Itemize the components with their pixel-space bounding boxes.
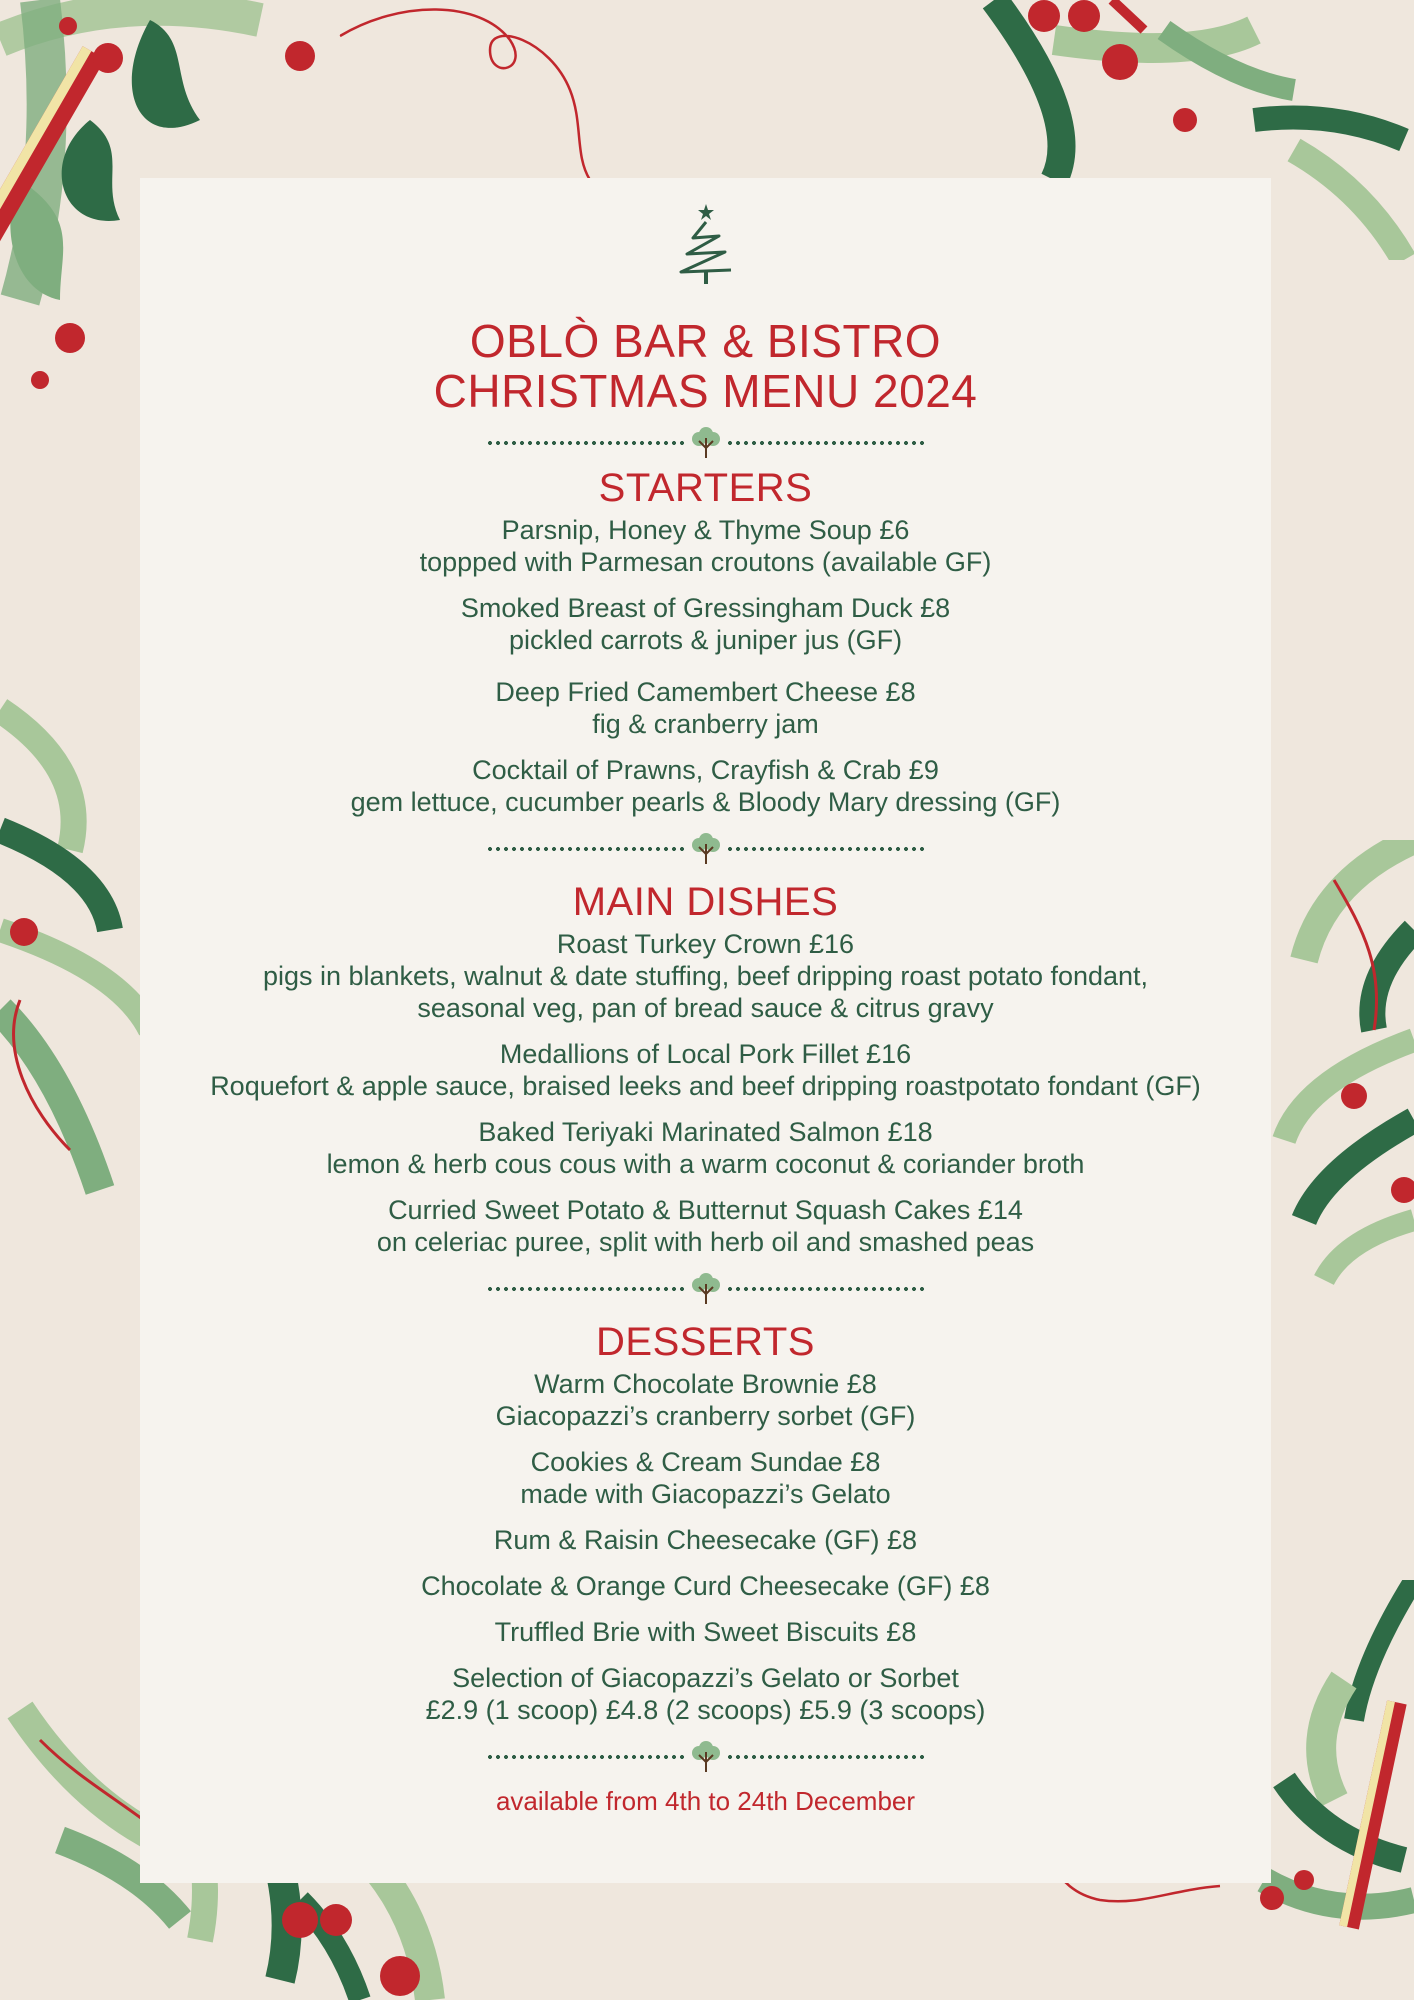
item-name: Chocolate & Orange Curd Cheesecake (GF) £8 bbox=[421, 1571, 990, 1601]
item-name: Parsnip, Honey & Thyme Soup £6 bbox=[501, 515, 910, 545]
mains-list bbox=[140, 928, 1271, 1258]
divider bbox=[426, 832, 986, 868]
sprig-icon bbox=[688, 1272, 724, 1308]
item-desc: pigs in blankets, walnut & date stuffing, beef dripping roast potato fondant, bbox=[262, 961, 1149, 991]
section-title-desserts: DESSERTS bbox=[596, 1320, 815, 1364]
item-desc: made with Giacopazzi’s Gelato bbox=[520, 1479, 891, 1509]
item-name: Rum & Raisin Cheesecake (GF) £8 bbox=[493, 1525, 918, 1555]
item-name: Baked Teriyaki Marinated Salmon £18 bbox=[478, 1117, 933, 1147]
title-line-1: OBLÒ BAR & BISTRO bbox=[469, 315, 942, 367]
sprig-icon bbox=[688, 426, 724, 462]
item-name: Cookies & Cream Sundae £8 bbox=[530, 1447, 881, 1477]
item-desc: seasonal veg, pan of bread sauce & citrus gravy bbox=[417, 993, 994, 1023]
sprig-icon bbox=[688, 1740, 724, 1776]
divider bbox=[426, 1740, 986, 1776]
menu-item bbox=[140, 1194, 1271, 1258]
section-title-starters: STARTERS bbox=[598, 466, 813, 510]
title-line-2: CHRISTMAS MENU 2024 bbox=[433, 365, 978, 417]
item-name: Truffled Brie with Sweet Biscuits £8 bbox=[494, 1617, 917, 1647]
item-desc: on celeriac puree, split with herb oil and smashed peas bbox=[376, 1227, 1035, 1257]
menu-title bbox=[140, 316, 1271, 416]
menu-item bbox=[140, 1616, 1271, 1648]
menu-content bbox=[140, 178, 1271, 1817]
menu-item bbox=[140, 1524, 1271, 1556]
item-name: Deep Fried Camembert Cheese £8 bbox=[495, 677, 916, 707]
menu-item bbox=[140, 1368, 1271, 1432]
divider bbox=[426, 1272, 986, 1308]
item-name: Roast Turkey Crown £16 bbox=[556, 929, 855, 959]
divider bbox=[426, 426, 986, 462]
menu-item bbox=[140, 514, 1271, 578]
sprig-icon bbox=[688, 832, 724, 868]
item-desc: £2.9 (1 scoop) £4.8 (2 scoops) £5.9 (3 scoops) bbox=[425, 1695, 986, 1725]
christmas-tree-icon bbox=[671, 202, 741, 286]
item-desc: Roquefort & apple sauce, braised leeks and beef dripping roastpotato fondant (GF) bbox=[210, 1071, 1201, 1101]
item-name: Smoked Breast of Gressingham Duck £8 bbox=[460, 593, 951, 623]
item-name: Medallions of Local Pork Fillet £16 bbox=[499, 1039, 912, 1069]
menu-item bbox=[140, 592, 1271, 656]
menu-item bbox=[140, 1570, 1271, 1602]
item-desc: pickled carrots & juniper jus (GF) bbox=[508, 625, 903, 655]
menu-item bbox=[140, 676, 1271, 740]
availability-note: available from 4th to 24th December bbox=[495, 1786, 916, 1816]
section-title-main-dishes: MAIN DISHES bbox=[572, 880, 839, 924]
item-desc: lemon & herb cous cous with a warm coconut & coriander broth bbox=[326, 1149, 1085, 1179]
menu-item bbox=[140, 754, 1271, 818]
menu-item bbox=[140, 1446, 1271, 1510]
item-name: Cocktail of Prawns, Crayfish & Crab £9 bbox=[472, 755, 939, 785]
item-name: Warm Chocolate Brownie £8 bbox=[534, 1369, 877, 1399]
desserts-list bbox=[140, 1368, 1271, 1726]
item-desc: toppped with Parmesan croutons (available GF) bbox=[419, 547, 992, 577]
menu-item bbox=[140, 1116, 1271, 1180]
item-name: Selection of Giacopazzi’s Gelato or Sorbet bbox=[452, 1663, 959, 1693]
item-desc: Giacopazzi’s cranberry sorbet (GF) bbox=[495, 1401, 916, 1431]
menu-item bbox=[140, 1662, 1271, 1726]
starters-list bbox=[140, 514, 1271, 818]
item-desc: gem lettuce, cucumber pearls & Bloody Mary dressing (GF) bbox=[350, 787, 1061, 817]
item-name: Curried Sweet Potato & Butternut Squash Cakes £14 bbox=[388, 1195, 1023, 1225]
item-desc: fig & cranberry jam bbox=[592, 709, 819, 739]
menu-item bbox=[140, 928, 1271, 1024]
menu-item bbox=[140, 1038, 1271, 1102]
